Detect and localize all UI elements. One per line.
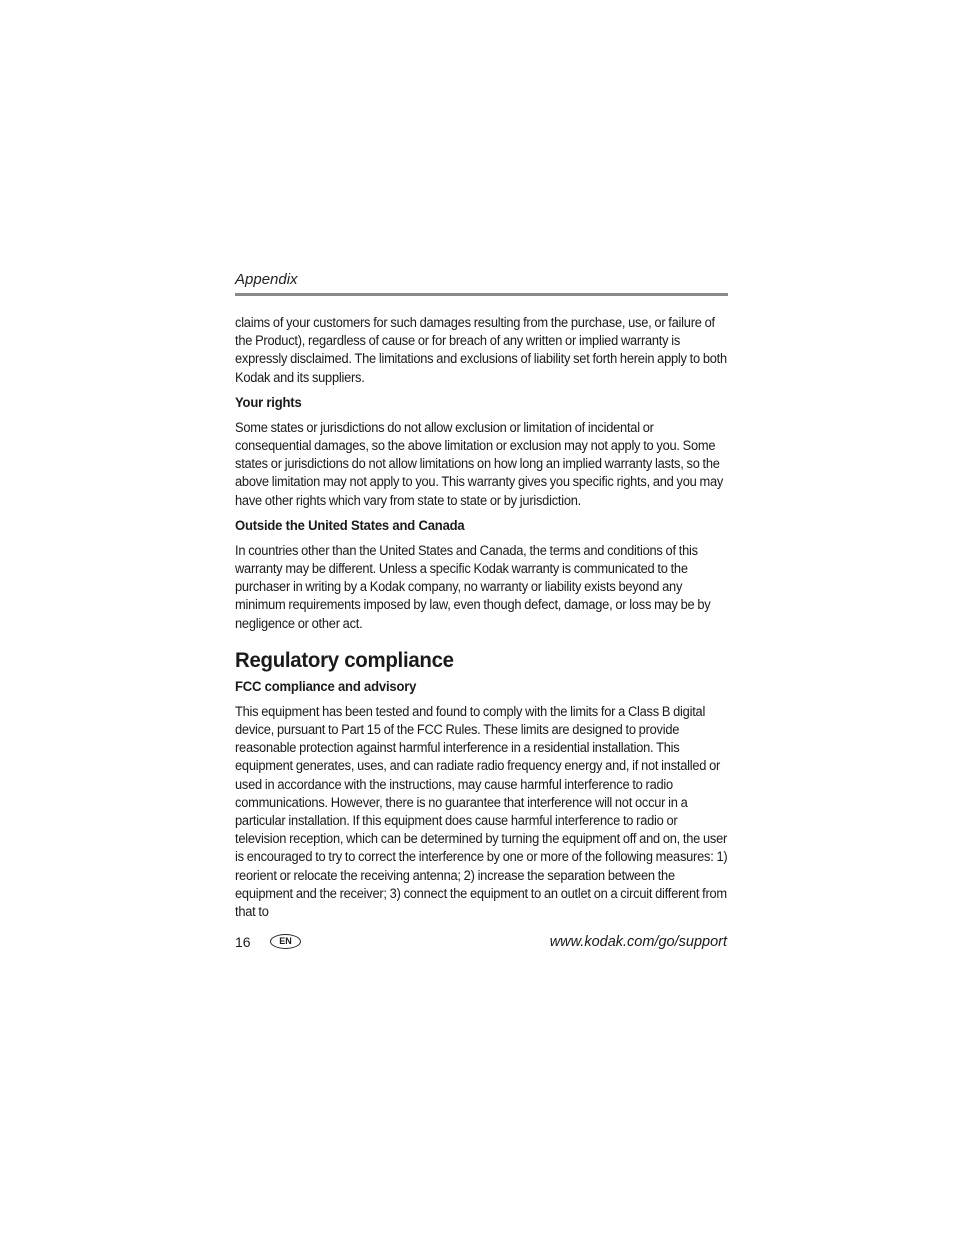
page-footer: [235, 931, 727, 953]
header-rule: [235, 293, 728, 296]
your-rights-heading: Your rights: [235, 394, 302, 410]
support-url: www.kodak.com/go/support: [549, 934, 727, 950]
section-title-regulatory: Regulatory compliance: [235, 647, 454, 672]
outside-us-heading: Outside the United States and Canada: [235, 517, 465, 533]
fcc-paragraph: This equipment has been tested and found to comply with the limits for a Class B digital device, pursuant to Part 15 of the FCC Rules. These limits are designed to provide reasonable protection against harmful interference in a residential installation. This equipment generates, uses, and can radiate radio frequency energy and, if not installed or used in accordance with the instructions, may cause harmful interference to radio communications. However, there is no guarantee that interference will not occur in a particular installation. If this equipment does cause harmful interference to radio or television reception, which can be determined by turning the equipment off and on, the user is encouraged to try to correct the interference by one or more of the following measures: 1) reorient or relocate the receiving antenna; 2) increase the separation between the equipment and the receiver; 3) connect the equipment to an outlet on a circuit different from that to: [235, 703, 728, 920]
your-rights-paragraph: Some states or jurisdictions do not allow exclusion or limitation of incidental or consequential damages, so the above limitation or exclusion may not apply to you. Some states or jurisdictions do not allow limitations on how long an implied warranty lasts, so the above limitation may not apply to you. This warranty gives you specific rights, and you may have other rights which vary from state to state or by jurisdiction.: [235, 419, 724, 508]
running-head: Appendix: [235, 271, 298, 288]
fcc-heading: FCC compliance and advisory: [235, 678, 417, 694]
language-badge-icon: EN: [270, 934, 301, 949]
page-number: 16: [235, 934, 251, 950]
intro-paragraph: claims of your customers for such damages resulting from the purchase, use, or failure of the Product), regardless of cause or for breach of any written or implied warranty is expressly disclaimed. The limitations and exclusions of liability set forth herein apply to both Kodak and its suppliers.: [235, 315, 727, 385]
outside-us-paragraph: In countries other than the United States and Canada, the terms and conditions of this warranty may be different. Unless a specific Kodak warranty is communicated to the purchaser in writing by a Kodak company, no warranty or liability exists beyond any minimum requirements imposed by law, even though defect, damage, or loss may be by negligence or other act.: [235, 542, 711, 631]
manual-page: [235, 268, 728, 921]
